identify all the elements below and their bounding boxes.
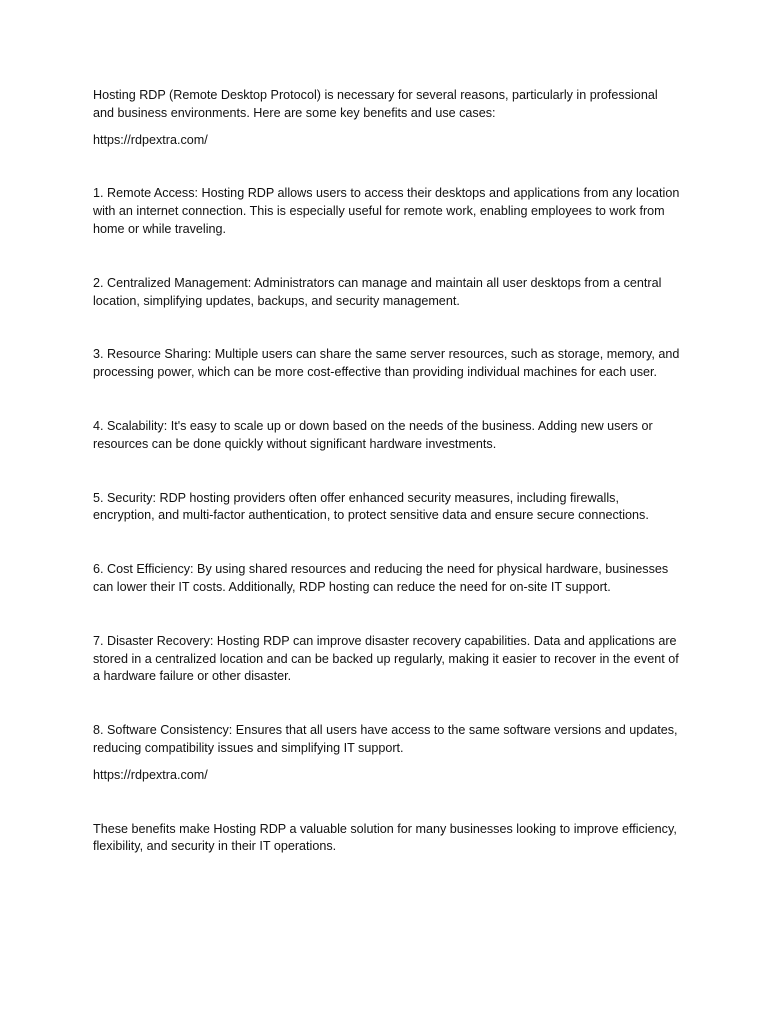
- rdpextra-link-top: https://rdpextra.com/: [93, 132, 208, 147]
- rdpextra-link-bottom: https://rdpextra.com/: [93, 767, 208, 782]
- intro-paragraph: Hosting RDP (Remote Desktop Protocol) is necessary for several reasons, particularly in professional and business environments. Here are some key benefits and use cases:: [93, 88, 658, 120]
- benefit-centralized-management: 2. Centralized Management: Administrators can manage and maintain all user desktops from a central location, simplifying updates, backups, and security management.: [93, 275, 662, 308]
- document-body: [93, 87, 681, 856]
- benefit-software-consistency: 8. Software Consistency: Ensures that all users have access to the same software versions and updates, reducing compatibility issues and simplifying IT support.: [93, 723, 678, 755]
- benefit-security: 5. Security: RDP hosting providers often offer enhanced security measures, including firewalls, encryption, and multi-factor authentication, to protect sensitive data and ensure secure connections.: [93, 490, 649, 523]
- benefit-remote-access: 1. Remote Access: Hosting RDP allows users to access their desktops and applications from any location with an internet connection. This is especially useful for remote work, enabling employees to work from home or while traveling.: [93, 186, 680, 236]
- benefit-scalability: 4. Scalability: It's easy to scale up or down based on the needs of the business. Adding new users or resources can be done quickly without significant hardware investments.: [93, 418, 653, 451]
- benefit-resource-sharing: 3. Resource Sharing: Multiple users can share the same server resources, such as storage, memory, and processing power, which can be more cost-effective than providing individual machines for each user.: [93, 347, 680, 380]
- benefit-cost-efficiency: 6. Cost Efficiency: By using shared resources and reducing the need for physical hardware, businesses can lower their IT costs. Additionally, RDP hosting can reduce the need for on-site IT support.: [93, 562, 669, 594]
- closing-paragraph: These benefits make Hosting RDP a valuable solution for many businesses looking to improve efficiency, flexibility, and security in their IT operations.: [93, 821, 677, 854]
- benefit-disaster-recovery: 7. Disaster Recovery: Hosting RDP can improve disaster recovery capabilities. Data and applications are stored in a centralized location and can be backed up regularly, making it easier to recover in the event of a hardware failure or other disaster.: [93, 633, 679, 684]
